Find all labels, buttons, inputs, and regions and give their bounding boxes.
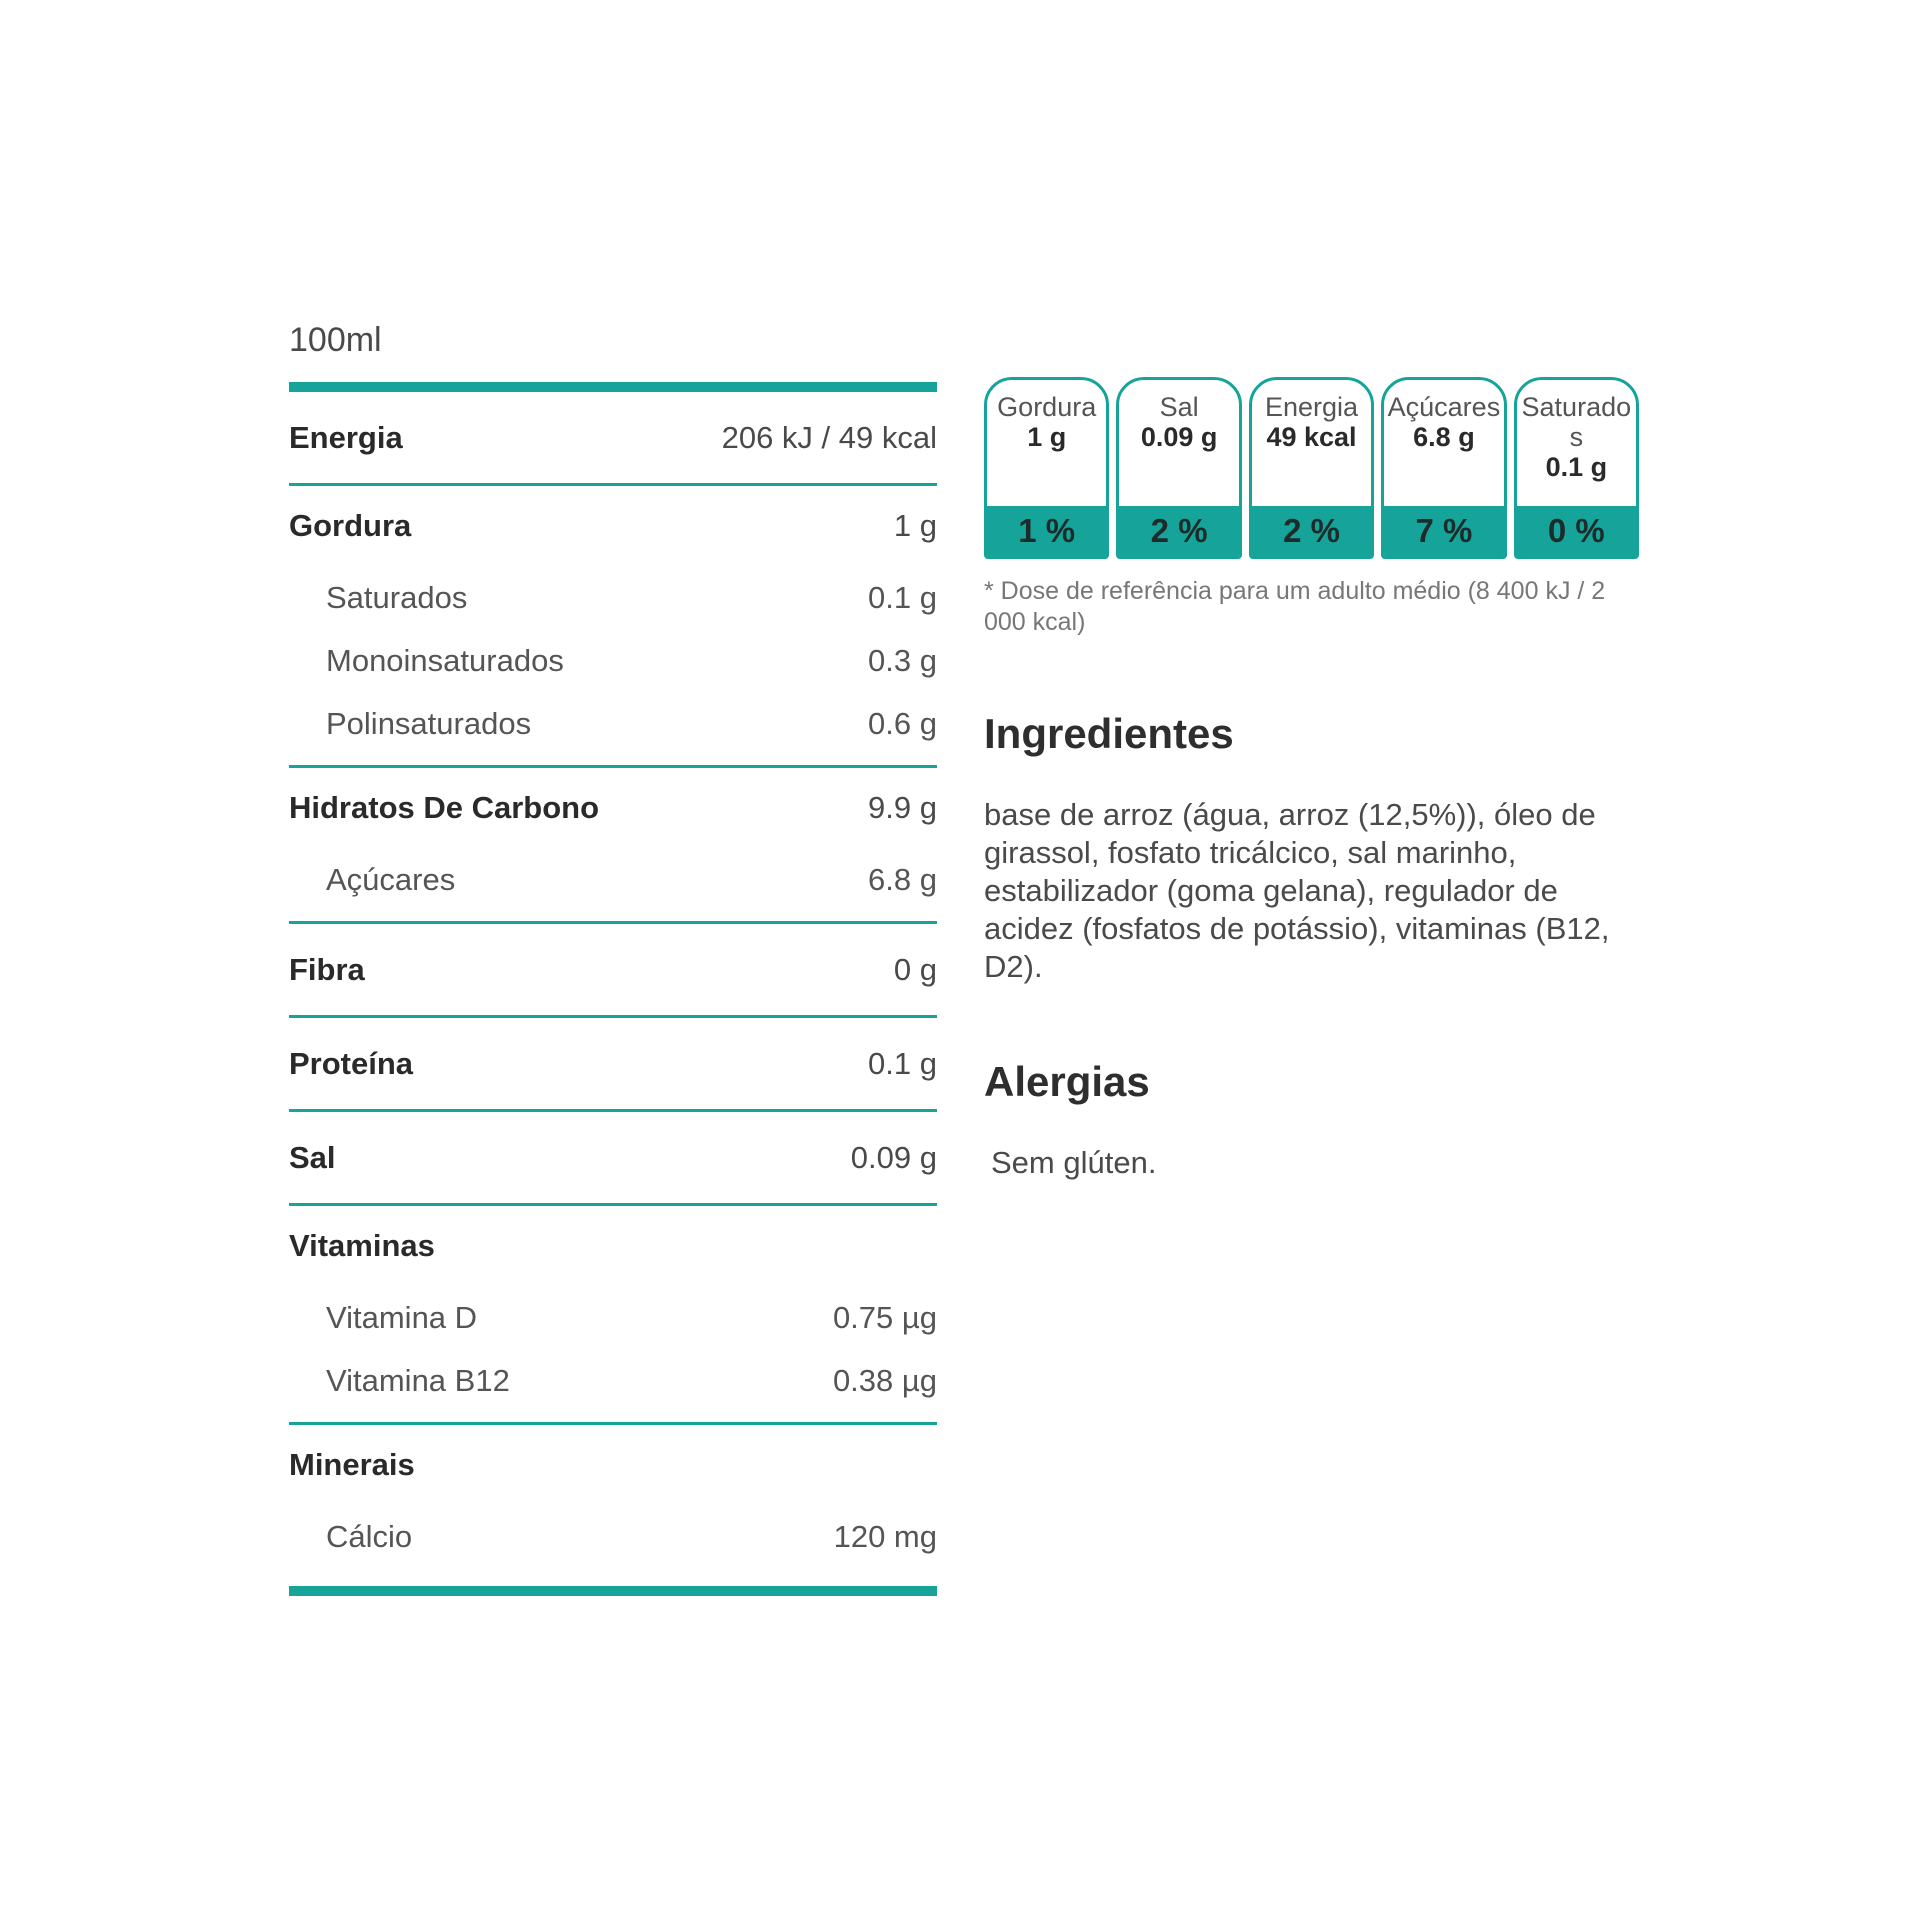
nutrient-label: Gordura	[289, 508, 412, 543]
nutrient-value: 0.1 g	[868, 579, 937, 615]
nutrient-label: Saturados	[326, 579, 468, 615]
reference-footnote: * Dose de referência para um adulto médio (8 400 kJ / 2 000 kcal)	[984, 577, 1606, 636]
ingredients-title: Ingredientes	[984, 710, 1234, 757]
nutrient-subrow-monoinsaturados	[289, 629, 937, 692]
nutrient-subrow-calcio	[289, 1505, 937, 1568]
row-group-fibra	[289, 924, 937, 1015]
ingredients-text: base de arroz (água, arroz (12,5%)), óleo de girassol, fosfato tricálcico, sal marinho, estabilizador (goma gelana), regulador de acidez (fosfatos de potássio), vitaminas (B12, D2).	[984, 797, 1610, 984]
gda-badge-gordura	[984, 377, 1109, 559]
nutrient-subrow-vitamina-b12	[289, 1349, 937, 1412]
gda-badges	[984, 377, 1639, 559]
table-top-bar	[289, 382, 937, 392]
row-group-energia	[289, 392, 937, 483]
nutrient-subrow-vitamina-d	[289, 1286, 937, 1349]
nutrient-subrow-acucares	[289, 848, 937, 911]
nutrient-subrow-saturados	[289, 566, 937, 629]
nutrient-label: Açúcares	[326, 861, 456, 897]
gda-name: Sal	[1159, 392, 1199, 422]
nutrient-label: Vitamina D	[326, 1299, 478, 1335]
nutrient-label: Energia	[289, 419, 403, 455]
nutrient-value: 206 kJ / 49 kcal	[721, 419, 937, 455]
nutrient-label: Cálcio	[326, 1518, 413, 1554]
nutrient-label: Minerais	[289, 1447, 415, 1482]
row-group-proteina	[289, 1018, 937, 1109]
row-group-vitaminas	[289, 1206, 937, 1422]
gda-badge-sal	[1116, 377, 1241, 559]
nutrient-label: Polinsaturados	[326, 705, 532, 741]
nutrient-label: Monoinsaturados	[326, 642, 564, 678]
row-group-minerais	[289, 1425, 937, 1578]
gda-percent: 2 %	[1252, 506, 1371, 556]
nutrient-label: Sal	[289, 1139, 336, 1175]
nutrient-label: Proteína	[289, 1045, 414, 1081]
allergies-title: Alergias	[984, 1058, 1150, 1105]
gda-value: 6.8 g	[1413, 422, 1475, 452]
nutrient-label: Vitamina B12	[326, 1362, 510, 1398]
gda-percent: 1 %	[987, 506, 1106, 556]
gda-name: Gordura	[997, 392, 1097, 422]
gda-value: 49 kcal	[1266, 422, 1357, 452]
gda-name: Açúcares	[1387, 392, 1501, 422]
gda-badge-saturados	[1514, 377, 1639, 559]
nutrient-value: 0 g	[893, 951, 937, 987]
nutrient-row-proteina	[289, 1018, 937, 1109]
nutrient-label: Fibra	[289, 951, 365, 987]
gda-percent: 7 %	[1384, 506, 1503, 556]
row-group-gordura	[289, 486, 937, 765]
row-group-hidratos	[289, 768, 937, 921]
nutrient-value: 6.8 g	[868, 861, 937, 897]
gda-value: 1 g	[1027, 422, 1067, 452]
nutrition-table	[289, 310, 937, 1596]
gda-badge-acucares	[1381, 377, 1506, 559]
nutrient-row-minerais	[289, 1425, 937, 1505]
table-bottom-bar	[289, 1586, 937, 1596]
nutrient-row-sal	[289, 1112, 937, 1203]
nutrient-label: Vitaminas	[289, 1228, 435, 1263]
nutrient-value: 0.09 g	[850, 1139, 937, 1175]
gda-value: 0.1 g	[1545, 452, 1608, 482]
nutrient-subrow-polinsaturados	[289, 692, 937, 755]
nutrient-row-hidratos	[289, 768, 937, 848]
serving-size: 100ml	[289, 321, 382, 359]
nutrient-row-vitaminas	[289, 1206, 937, 1286]
nutrient-value: 0.3 g	[868, 642, 937, 678]
gda-badge-energia	[1249, 377, 1374, 559]
gda-value: 0.09 g	[1140, 422, 1218, 452]
nutrient-row-gordura	[289, 486, 937, 566]
nutrient-value: 0.1 g	[868, 1045, 937, 1081]
nutrient-label: Hidratos De Carbono	[289, 790, 600, 825]
row-group-sal	[289, 1112, 937, 1203]
nutrient-value: 0.6 g	[868, 705, 937, 741]
nutrient-value: 9.9 g	[868, 790, 937, 825]
nutrient-value: 120 mg	[833, 1518, 937, 1554]
gda-name: Energia	[1264, 392, 1359, 422]
nutrient-row-energia	[289, 392, 937, 483]
nutrient-value: 0.38 µg	[832, 1362, 937, 1398]
nutrient-value: 0.75 µg	[832, 1299, 937, 1335]
nutrient-value: 1 g	[893, 508, 937, 543]
gda-percent: 2 %	[1119, 506, 1238, 556]
gda-percent: 0 %	[1517, 506, 1636, 556]
gda-name: Saturados	[1521, 392, 1632, 452]
nutrient-row-fibra	[289, 924, 937, 1015]
allergies-text: Sem glúten.	[991, 1145, 1157, 1180]
